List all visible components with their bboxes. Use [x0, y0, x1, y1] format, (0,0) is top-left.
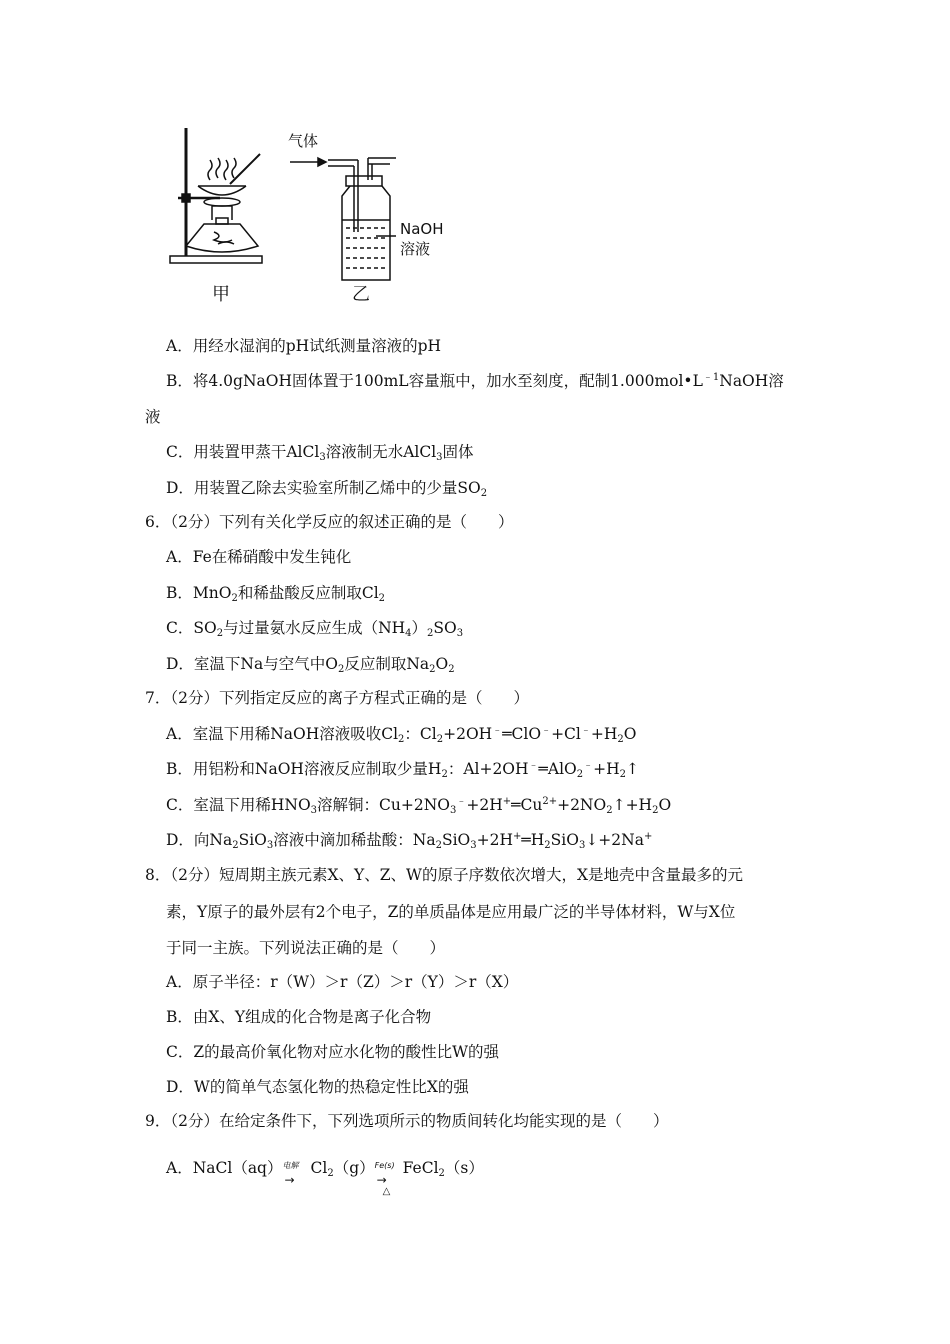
- reaction-arrow-iron-heat: Fe(s) → △: [374, 1161, 395, 1197]
- q7-option-a: A．室温下用稀NaOH溶液吸收$Cl_2$：$Cl_2+2OH^﹣═ClO^﹣+Cl^﹣+H_2O$: [166, 725, 637, 745]
- q9-option-a: A．NaCl（aq） 电解 → $Cl_2(g)$ Fe(s) → △ FeCl$_2$（s）: [166, 1159, 484, 1197]
- q7-option-c: C．室温下用稀$HNO_3$溶解铜：$Cu+2NO_3^﹣+2H^+═Cu^{2+}+2NO_2↑+H_2O$: [166, 796, 672, 816]
- q7-option-b: B．用铝粉和NaOH溶液反应制取少量$H_2$：$Al+2OH^﹣═AlO_2^﹣+H_2↑$: [166, 760, 640, 780]
- q5-option-b: B．将4.0gNaOH固体置于100mL容量瓶中，加水至刻度，配制$1.000mol•L^{﹣1}NaOH$溶: [166, 372, 784, 390]
- q5-option-d: D．用装置乙除去实验室所制乙烯中的少量$SO_2$: [166, 479, 488, 499]
- q7-option-d: D．向$Na_2SiO_3$溶液中滴加稀盐酸：$Na_2SiO_3+2H^+═H_2SiO_3↓+2Na^+$: [166, 831, 653, 851]
- q5-option-b-cont: 液: [145, 408, 161, 426]
- q8-stem-line-3: 于同一主族。下列说法正确的是（ ）: [166, 939, 446, 957]
- q9-stem: 9．（2分）在给定条件下，下列选项所示的物质间转化均能实现的是（ ）: [145, 1112, 669, 1130]
- figure-label-yi: 乙: [352, 284, 370, 305]
- q6-stem: 6．（2分）下列有关化学反应的叙述正确的是（ ）: [145, 513, 514, 531]
- q6-option-c: C．$SO_2$与过量氨水反应生成$(NH_4)_2SO_3$: [166, 619, 464, 639]
- q6-option-a: A．Fe在稀硝酸中发生钝化: [166, 548, 352, 566]
- q6-option-d: D．室温下Na与空气中$O_2$反应制取$Na_2O_2$: [166, 655, 455, 675]
- q8-option-a: A．原子半径：r（W）＞r（Z）＞r（Y）＞r（X）: [166, 973, 519, 991]
- q5-option-c: C．用装置甲蒸干AlCl$_3$溶液制无水AlCl$_3$固体: [166, 443, 474, 463]
- q5-option-a: A．用经水湿润的pH试纸测量溶液的pH: [166, 337, 442, 355]
- naoh-label: NaOH: [400, 220, 444, 238]
- q8-stem-line-2: 素，Y原子的最外层有2个电子，Z的单质晶体是应用最广泛的半导体材料，W与X位: [166, 903, 736, 921]
- q7-stem: 7．（2分）下列指定反应的离子方程式正确的是（ ）: [145, 689, 529, 707]
- q8-option-c: C．Z的最高价氧化物对应水化物的酸性比W的强: [166, 1043, 500, 1061]
- solution-label: 溶液: [400, 240, 431, 258]
- reaction-arrow-electrolysis: 电解 →: [282, 1161, 299, 1187]
- q8-stem-line-1: 8．（2分）短周期主族元素X、Y、Z、W的原子序数依次增大，X是地壳中含量最多的元: [145, 866, 743, 884]
- apparatus-figure: [160, 120, 460, 310]
- q6-option-b: B．MnO$_2$和稀盐酸反应制取$Cl_2$: [166, 584, 386, 604]
- figure-label-jia: 甲: [212, 284, 230, 305]
- gas-label: 气体: [288, 132, 319, 150]
- q8-option-b: B．由X、Y组成的化合物是离子化合物: [166, 1008, 432, 1026]
- q8-option-d: D．W的简单气态氢化物的热稳定性比X的强: [166, 1078, 469, 1096]
